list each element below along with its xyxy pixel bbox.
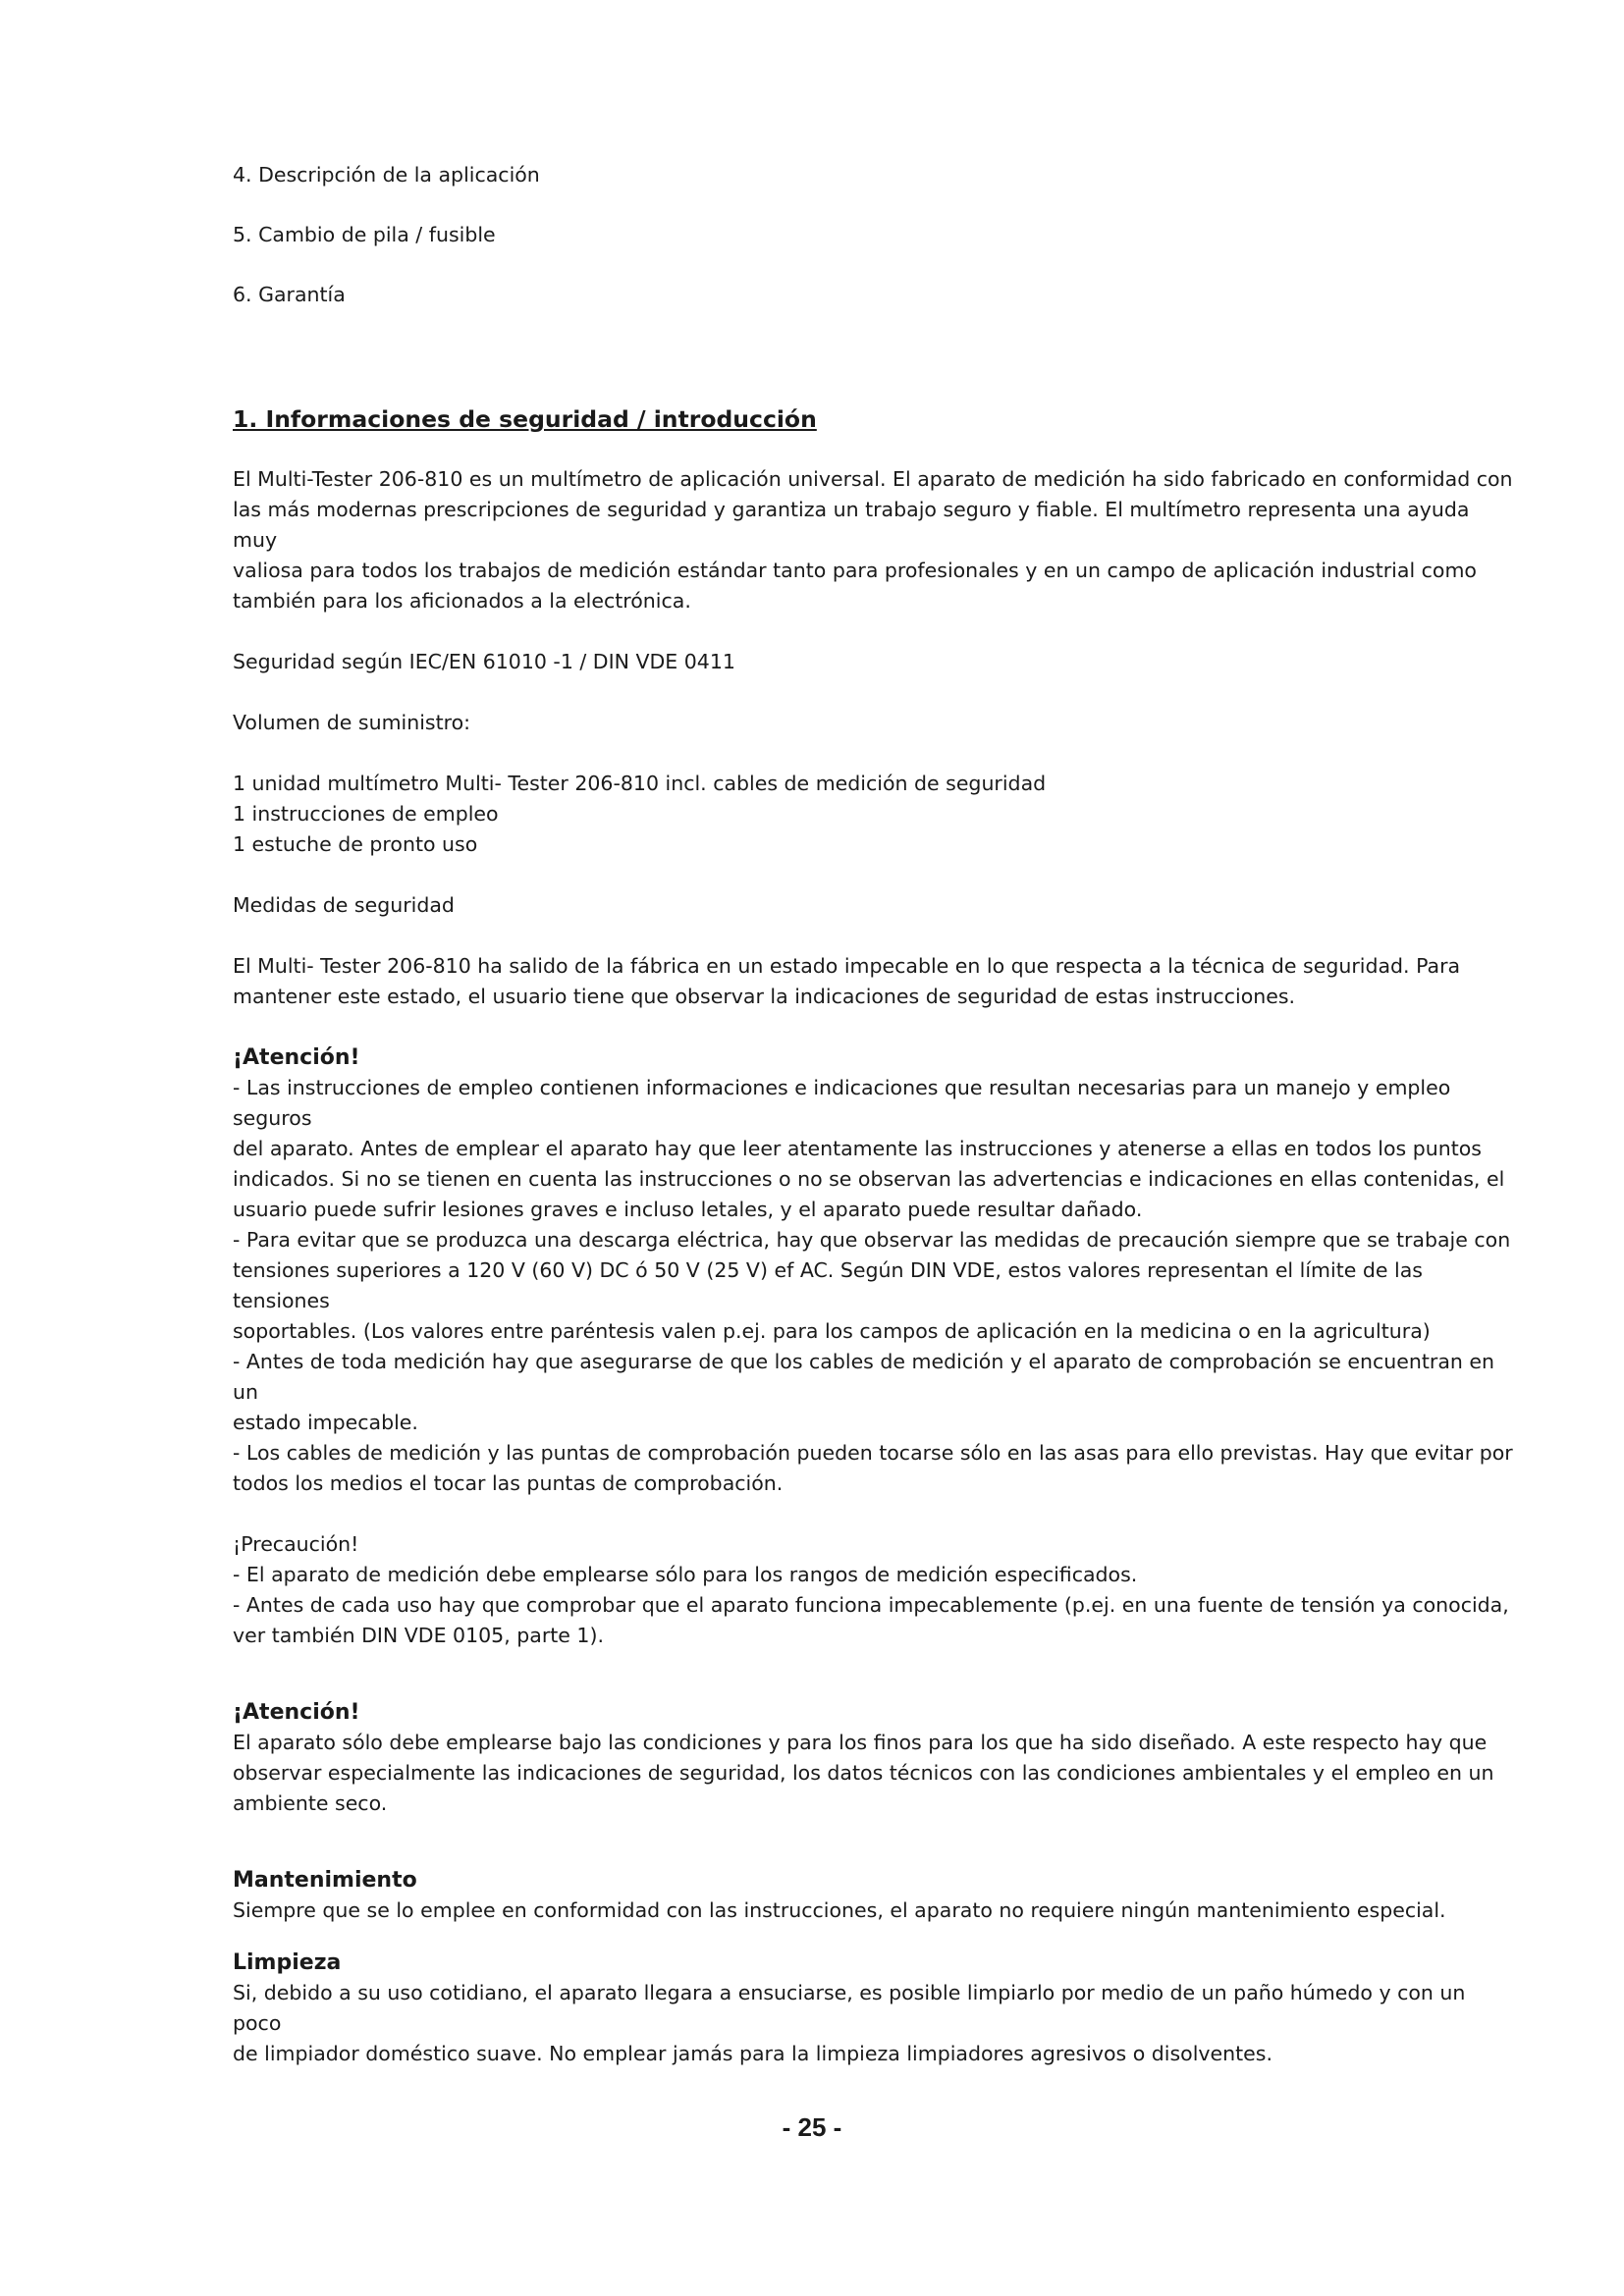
attention-line: estado impecable. — [233, 1411, 418, 1434]
maintenance-heading: Mantenimiento — [233, 1868, 417, 1893]
attention-line: soportables. (Los valores entre paréntesis valen p.ej. para los campos de aplicación en la medicina o en la agricultura) — [233, 1319, 1431, 1343]
attention2-line: ambiente seco. — [233, 1791, 388, 1815]
toc-item: 5. Cambio de pila / fusible — [233, 223, 496, 246]
cleaning-line: Si, debido a su uso cotidiano, el aparato llegara a ensuciarse, es posible limpiarlo por medio de un paño húmedo y con un poco — [233, 1981, 1466, 2035]
intro-line: también para los aficionados a la electrónica. — [233, 589, 691, 613]
attention-heading-2: ¡Atención! — [233, 1700, 360, 1725]
precaution-line: - El aparato de medición debe emplearse sólo para los rangos de medición especificados. — [233, 1563, 1138, 1586]
precaution-line: ver también DIN VDE 0105, parte 1). — [233, 1624, 604, 1647]
attention-heading: ¡Atención! — [233, 1045, 360, 1070]
attention-line: tensiones superiores a 120 V (60 V) DC ó 50 V (25 V) ef AC. Según DIN VDE, estos valores representan el límite de las tensiones — [233, 1258, 1423, 1312]
measures-line: mantener este estado, el usuario tiene que observar la indicaciones de seguridad de estas instrucciones. — [233, 985, 1296, 1008]
measures-line: El Multi- Tester 206-810 ha salido de la fábrica en un estado impecable en lo que respecta a la técnica de seguridad. Para — [233, 954, 1461, 978]
supply-item: 1 instrucciones de empleo — [233, 802, 499, 826]
page-number: - 25 - — [782, 2112, 842, 2142]
section-title: 1. Informaciones de seguridad / introducción — [233, 405, 817, 433]
cleaning-heading: Limpieza — [233, 1950, 342, 1975]
toc-item: 4. Descripción de la aplicación — [233, 163, 540, 187]
supply-item: 1 estuche de pronto uso — [233, 832, 478, 856]
attention2-line: observar especialmente las indicaciones de seguridad, los datos técnicos con las condiciones ambientales y el empleo en un — [233, 1761, 1494, 1785]
attention-line: indicados. Si no se tienen en cuenta las instrucciones o no se observan las advertencias e indicaciones en ellas contenidas, el — [233, 1167, 1505, 1191]
attention-line: - Las instrucciones de empleo contienen informaciones e indicaciones que resultan necesarias para un manejo y empleo seguros — [233, 1076, 1451, 1130]
attention2-line: El aparato sólo debe emplearse bajo las condiciones y para los finos para los que ha sido diseñado. A este respecto hay que — [233, 1731, 1488, 1754]
attention-line: del aparato. Antes de emplear el aparato hay que leer atentamente las instrucciones y atenerse a ellas en todos los puntos — [233, 1137, 1482, 1160]
intro-line: valiosa para todos los trabajos de medición estándar tanto para profesionales y en un campo de aplicación industrial como — [233, 559, 1477, 582]
toc-item: 6. Garantía — [233, 283, 346, 306]
safety-standard: Seguridad según IEC/EN 61010 -1 / DIN VDE 0411 — [233, 650, 735, 673]
attention-line: usuario puede sufrir lesiones graves e incluso letales, y el aparato puede resultar dañado. — [233, 1198, 1143, 1221]
table-of-contents — [233, 163, 540, 343]
supply-label: Volumen de suministro: — [233, 711, 471, 734]
attention-line: - Antes de toda medición hay que asegurarse de que los cables de medición y el aparato de comprobación se encuentran en un — [233, 1350, 1495, 1404]
intro-line: El Multi-Tester 206-810 es un multímetro de aplicación universal. El aparato de medición ha sido fabricado en conformidad con — [233, 467, 1513, 491]
intro-line: las más modernas prescripciones de seguridad y garantiza un trabajo seguro y fiable. El multímetro representa una ayuda muy — [233, 498, 1470, 552]
attention-line: - Para evitar que se produzca una descarga eléctrica, hay que observar las medidas de precaución siempre que se trabaje con — [233, 1228, 1511, 1252]
cleaning-line: de limpiador doméstico suave. No emplear jamás para la limpieza limpiadores agresivos o disolventes. — [233, 2042, 1272, 2065]
main-content — [233, 402, 1519, 2069]
measures-label: Medidas de seguridad — [233, 893, 455, 917]
precaution-heading: ¡Precaución! — [233, 1532, 359, 1556]
supply-item: 1 unidad multímetro Multi- Tester 206-810 incl. cables de medición de seguridad — [233, 772, 1047, 795]
attention-line: todos los medios el tocar las puntas de comprobación. — [233, 1471, 784, 1495]
attention-line: - Los cables de medición y las puntas de comprobación pueden tocarse sólo en las asas para ello previstas. Hay que evitar por — [233, 1441, 1513, 1465]
maintenance-text: Siempre que se lo emplee en conformidad con las instrucciones, el aparato no requiere ningún mantenimiento especial. — [233, 1898, 1446, 1922]
precaution-line: - Antes de cada uso hay que comprobar que el aparato funciona impecablemente (p.ej. en una fuente de tensión ya conocida, — [233, 1593, 1509, 1617]
